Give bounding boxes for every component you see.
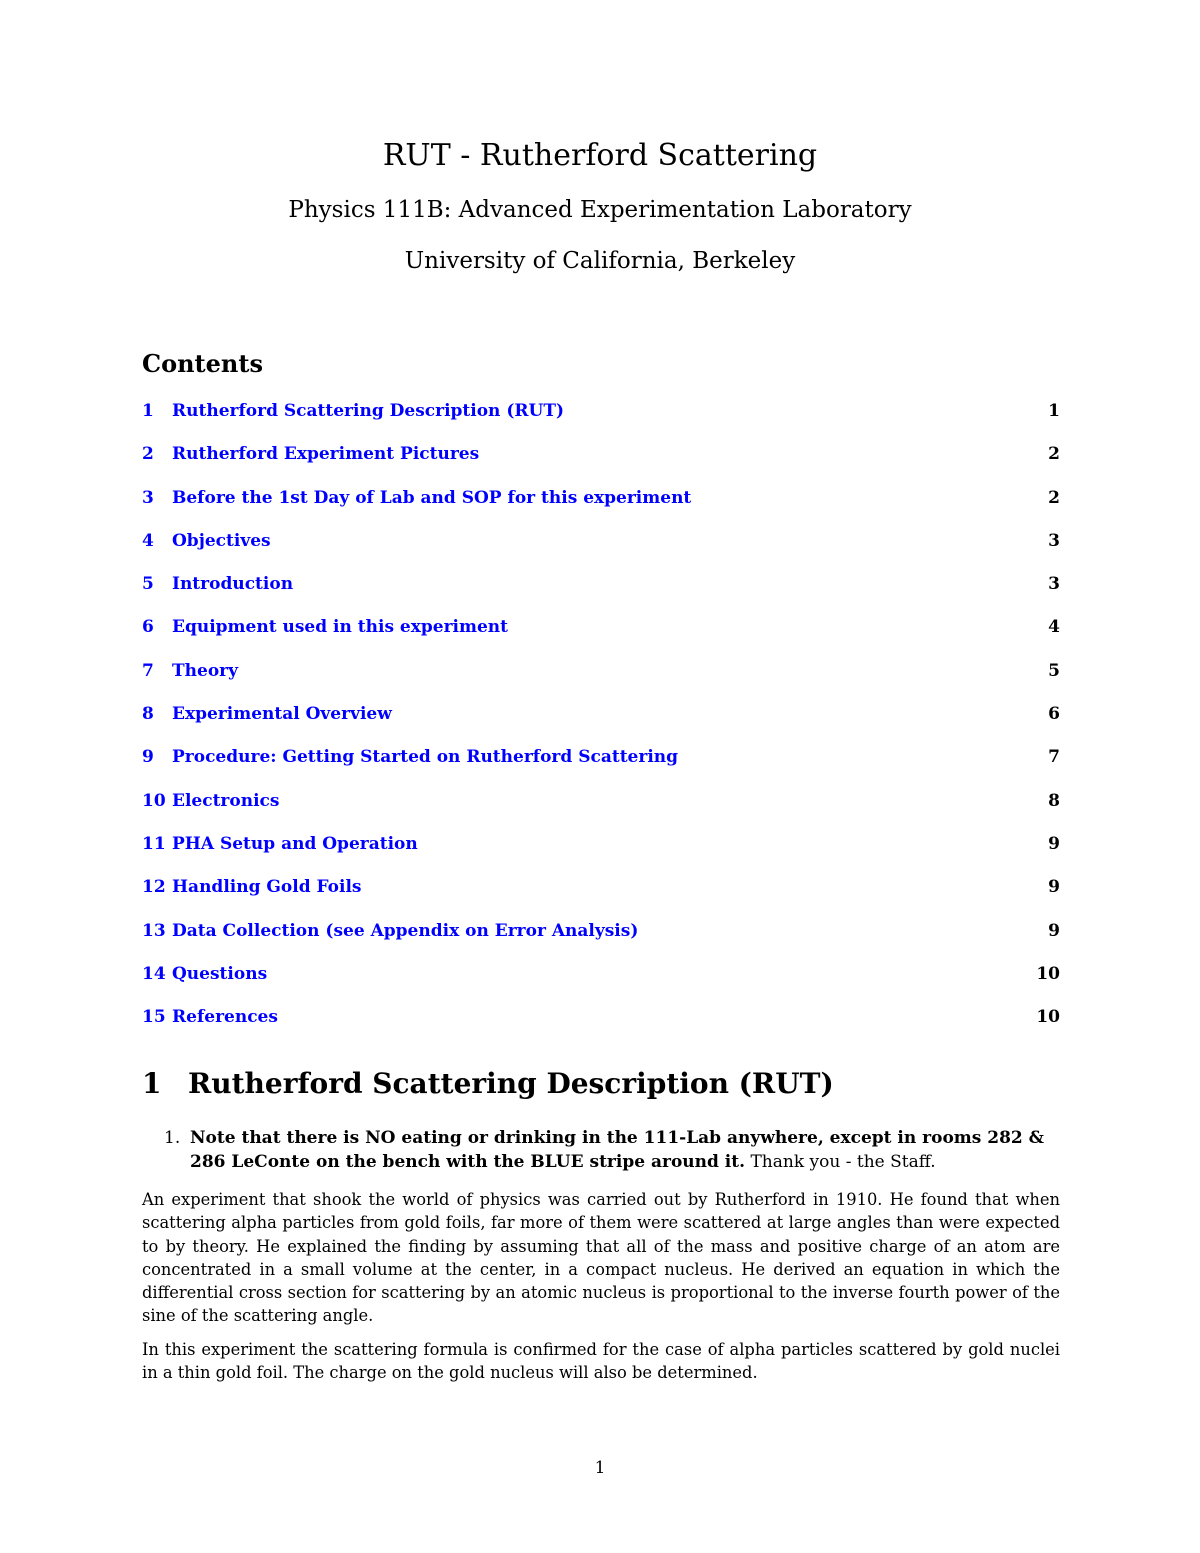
toc-entry-page: 10: [1036, 963, 1060, 984]
toc-entry-link[interactable]: Questions: [172, 963, 268, 984]
toc-entry-page: 3: [1048, 574, 1060, 595]
toc-entry-page: 9: [1048, 877, 1060, 898]
toc-entry-number[interactable]: 15: [142, 1007, 166, 1028]
toc-entry-number[interactable]: 3: [142, 487, 154, 508]
toc-entry-page: 3: [1048, 530, 1060, 551]
toc-entry[interactable]: [142, 961, 1060, 1004]
toc-entry-page: 6: [1048, 704, 1060, 725]
toc-entry-number[interactable]: 4: [142, 530, 154, 551]
section-title: Rutherford Scattering Description (RUT): [188, 1067, 834, 1100]
institution-affiliation: University of California, Berkeley: [404, 248, 796, 274]
toc-entry-number[interactable]: 14: [142, 963, 166, 984]
toc-entry-number[interactable]: 1: [142, 401, 154, 421]
toc-entry-number[interactable]: 8: [142, 704, 154, 725]
toc-entry[interactable]: [142, 398, 1060, 441]
toc-entry[interactable]: [142, 701, 1060, 744]
toc-entry-number[interactable]: 5: [142, 574, 154, 595]
toc-entry-link[interactable]: Rutherford Experiment Pictures: [172, 444, 480, 465]
toc-entry-number[interactable]: 12: [142, 877, 166, 898]
toc-entry[interactable]: [142, 441, 1060, 484]
toc-entry-page: 8: [1048, 790, 1060, 811]
toc-entry-page: 9: [1048, 920, 1060, 941]
toc-entry-link[interactable]: Introduction: [172, 574, 294, 595]
toc-entry-link[interactable]: Equipment used in this experiment: [172, 617, 509, 638]
toc-entry[interactable]: [142, 918, 1060, 961]
document-title: RUT - Rutherford Scattering: [382, 138, 818, 173]
toc-entry[interactable]: [142, 788, 1060, 831]
toc-entry-number[interactable]: 11: [142, 833, 166, 854]
toc-entry-number[interactable]: 2: [142, 444, 154, 465]
toc-entry-link[interactable]: Electronics: [172, 790, 280, 811]
toc-entry[interactable]: [142, 614, 1060, 657]
lab-rule-note: [142, 1126, 1060, 1174]
toc-entry-link[interactable]: References: [172, 1007, 278, 1028]
toc-entry-page: 5: [1048, 660, 1060, 681]
toc-entry-link[interactable]: Procedure: Getting Started on Rutherford Scattering: [172, 747, 679, 768]
body-paragraph: In this experiment the scattering formula is confirmed for the case of alpha particles scattered by gold nuclei in a thin gold foil. The charge on the gold nucleus will also be determined.: [142, 1340, 1060, 1383]
section-number: 1: [142, 1067, 162, 1100]
course-subtitle: Physics 111B: Advanced Experimentation Laboratory: [288, 197, 912, 223]
page-number: 1: [594, 1458, 606, 1478]
toc-entry-link[interactable]: Data Collection (see Appendix on Error Analysis): [172, 920, 639, 941]
note-plain-text: Thank you - the Staff.: [745, 1152, 936, 1172]
toc-entry-link[interactable]: Handling Gold Foils: [172, 877, 362, 898]
section-heading: [142, 1064, 834, 1104]
toc-entry-page: 1: [1048, 401, 1060, 421]
note-marker: 1.: [164, 1128, 181, 1148]
toc-entry-number[interactable]: 13: [142, 920, 166, 941]
toc-entry-link[interactable]: Objectives: [172, 530, 271, 551]
toc-entry-page: 2: [1048, 487, 1060, 508]
toc-entry[interactable]: [142, 1004, 1060, 1047]
toc-entry-page: 4: [1048, 617, 1060, 638]
toc-entry-page: 7: [1048, 747, 1060, 768]
table-of-contents: [142, 398, 1060, 1047]
toc-entry-number[interactable]: 6: [142, 617, 154, 638]
contents-heading: Contents: [142, 349, 263, 378]
toc-entry-link[interactable]: Theory: [172, 660, 238, 681]
body-paragraph: An experiment that shook the world of physics was carried out by Rutherford in 1910. He found that when scattering alpha particles from gold foils, far more of them were scattered at large angles than were expected to by theory. He explained the finding by assuming that all of the mass and positive charge of an atom are concentrated in a small volume at the center, in a compact nucleus. He derived an equation in which the differential cross section for scattering by an atomic nucleus is proportional to the inverse fourth power of the sine of the scattering angle.: [142, 1190, 1060, 1326]
toc-entry[interactable]: [142, 744, 1060, 787]
note-bold-text: Note that there is NO eating or drinking in the 111-Lab anywhere, except in rooms 282 & 286 LeConte on the bench with the BLUE stripe around it.: [190, 1128, 1045, 1172]
toc-entry[interactable]: [142, 658, 1060, 701]
toc-entry-link[interactable]: PHA Setup and Operation: [172, 833, 418, 854]
toc-entry-number[interactable]: 7: [142, 660, 154, 681]
toc-entry-page: 9: [1048, 833, 1060, 854]
toc-entry-link[interactable]: Rutherford Scattering Description (RUT): [172, 401, 565, 421]
toc-entry[interactable]: [142, 831, 1060, 874]
toc-entry-link[interactable]: Before the 1st Day of Lab and SOP for this experiment: [172, 487, 692, 508]
note-list: [142, 1126, 1060, 1174]
toc-entry-page: 2: [1048, 444, 1060, 465]
toc-entry-number[interactable]: 10: [142, 790, 166, 811]
toc-entry-link[interactable]: Experimental Overview: [172, 704, 392, 725]
toc-entry-number[interactable]: 9: [142, 747, 154, 768]
toc-entry[interactable]: [142, 485, 1060, 528]
toc-entry-page: 10: [1036, 1007, 1060, 1028]
toc-entry[interactable]: [142, 874, 1060, 917]
toc-entry[interactable]: [142, 528, 1060, 571]
toc-entry[interactable]: [142, 571, 1060, 614]
